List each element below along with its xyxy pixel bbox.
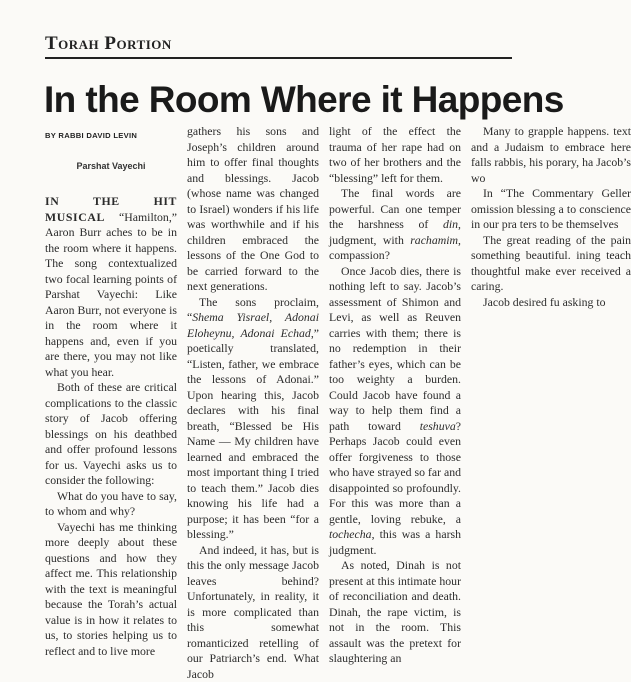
- section-divider: [45, 57, 512, 59]
- section-title: Torah Portion: [45, 33, 172, 55]
- paragraph: Once Jacob dies, there is nothing left to say. Jacob’s assessment of Shimon and Levi, as well as Reuven carries with them; there is no redemption in their father’s eyes, which can be too weighty a burden. Could Jacob have found a way to help them find a path toward teshuva? Perhaps Jacob could even offer forgiveness to those who have strayed so far and disappointed so profoundly. For this was more than a gentle, loving rebuke, a tochecha, this was a harsh judgment.: [329, 264, 461, 559]
- article-column-1: [45, 124, 177, 512]
- parsha-name: Parshat Vayechi: [45, 159, 177, 175]
- paragraph: Vayechi has me thinking more deeply about these questions and how they affect me. This relationship with the text is meaningful because the Torah’s actual value is in how it relates to us, to stories helping us to reflect and to live more: [45, 520, 177, 660]
- hebrew-term: tochecha: [329, 527, 372, 541]
- paragraph: The great reading of the pain something beautiful. ining teach thoughtful make ever received a caring.: [471, 233, 631, 295]
- headline: In the Room Where it Happens: [44, 76, 564, 124]
- paragraph: What do you have to say, to whom and why?: [45, 489, 177, 520]
- paragraph: light of the effect the trauma of her rape had on two of her brothers and the “blessing” left for them.: [329, 124, 461, 186]
- paragraph: As noted, Dinah is not present at this intimate hour of reconciliation and death. Dinah, the rape victim, is not in the room. This assault was the pretext for slaughtering an: [329, 558, 461, 667]
- hebrew-phrase: Shema Yisrael, Adonai Eloheynu, Adonai Echad: [187, 310, 319, 340]
- paragraph: Many to grapple happens. text and a Judaism to embrace here falls rabbis, his porary, ha Jacob’s wo: [471, 124, 631, 186]
- paragraph: In “The Commentary Geller omission blessing a to conscience in our pra ters to be themselves: [471, 186, 631, 233]
- paragraph: The final words are powerful. Can one temper the harshness of din, judgment, with rachamim, compassion?: [329, 186, 461, 264]
- article-column-2: [187, 124, 319, 512]
- article-column-3: [329, 124, 461, 512]
- paragraph: IN THE HIT MUSICAL “Hamilton,” Aaron Burr aches to be in the room where it happens. The song contextualized two focal learning points of Parshat Vayechi: Like Aaron Burr, not everyone is in the room where it happens and, even if you are there, you may not like what you hear.: [45, 194, 177, 380]
- paragraph: Both of these are critical complications to the classic story of Jacob offering blessings on his deathbed and offer profound lessons for us. Vayechi asks us to consider the following:: [45, 380, 177, 489]
- lead-in: IN THE HIT MUSICAL: [45, 194, 177, 224]
- paragraph: Jacob desired fu asking to: [471, 295, 631, 311]
- byline: BY RABBI DAVID LEVIN: [45, 128, 177, 144]
- hebrew-term: rachamim: [410, 233, 458, 247]
- paragraph: The sons proclaim, “Shema Yisrael, Adonai Eloheynu, Adonai Echad,” poetically translated, “Listen, father, we embrace the lessons of Adonai.” Upon hearing this, Jacob declares with his final breath, “Blessed be His Name — My children have learned and embraced the most important thing I tried to teach them.” Jacob dies knowing his life had a purpose; it has been “for a blessing.”: [187, 295, 319, 543]
- paragraph: gathers his sons and Joseph’s children around him to offer final thoughts and blessings. Jacob (whose name was changed to Israel) wonders if his life was worthwhile and if his children embraced the lessons of the One God to be carried forward to the next generations.: [187, 124, 319, 295]
- article-column-4: [471, 124, 631, 512]
- paragraph: And indeed, it has, but is this the only message Jacob leaves behind? Unfortunately, in reality, it is more complicated than this somewhat romanticized retelling of our Patriarch’s end. What Jacob: [187, 543, 319, 682]
- hebrew-term: teshuva: [420, 419, 456, 433]
- hebrew-term: din: [443, 217, 458, 231]
